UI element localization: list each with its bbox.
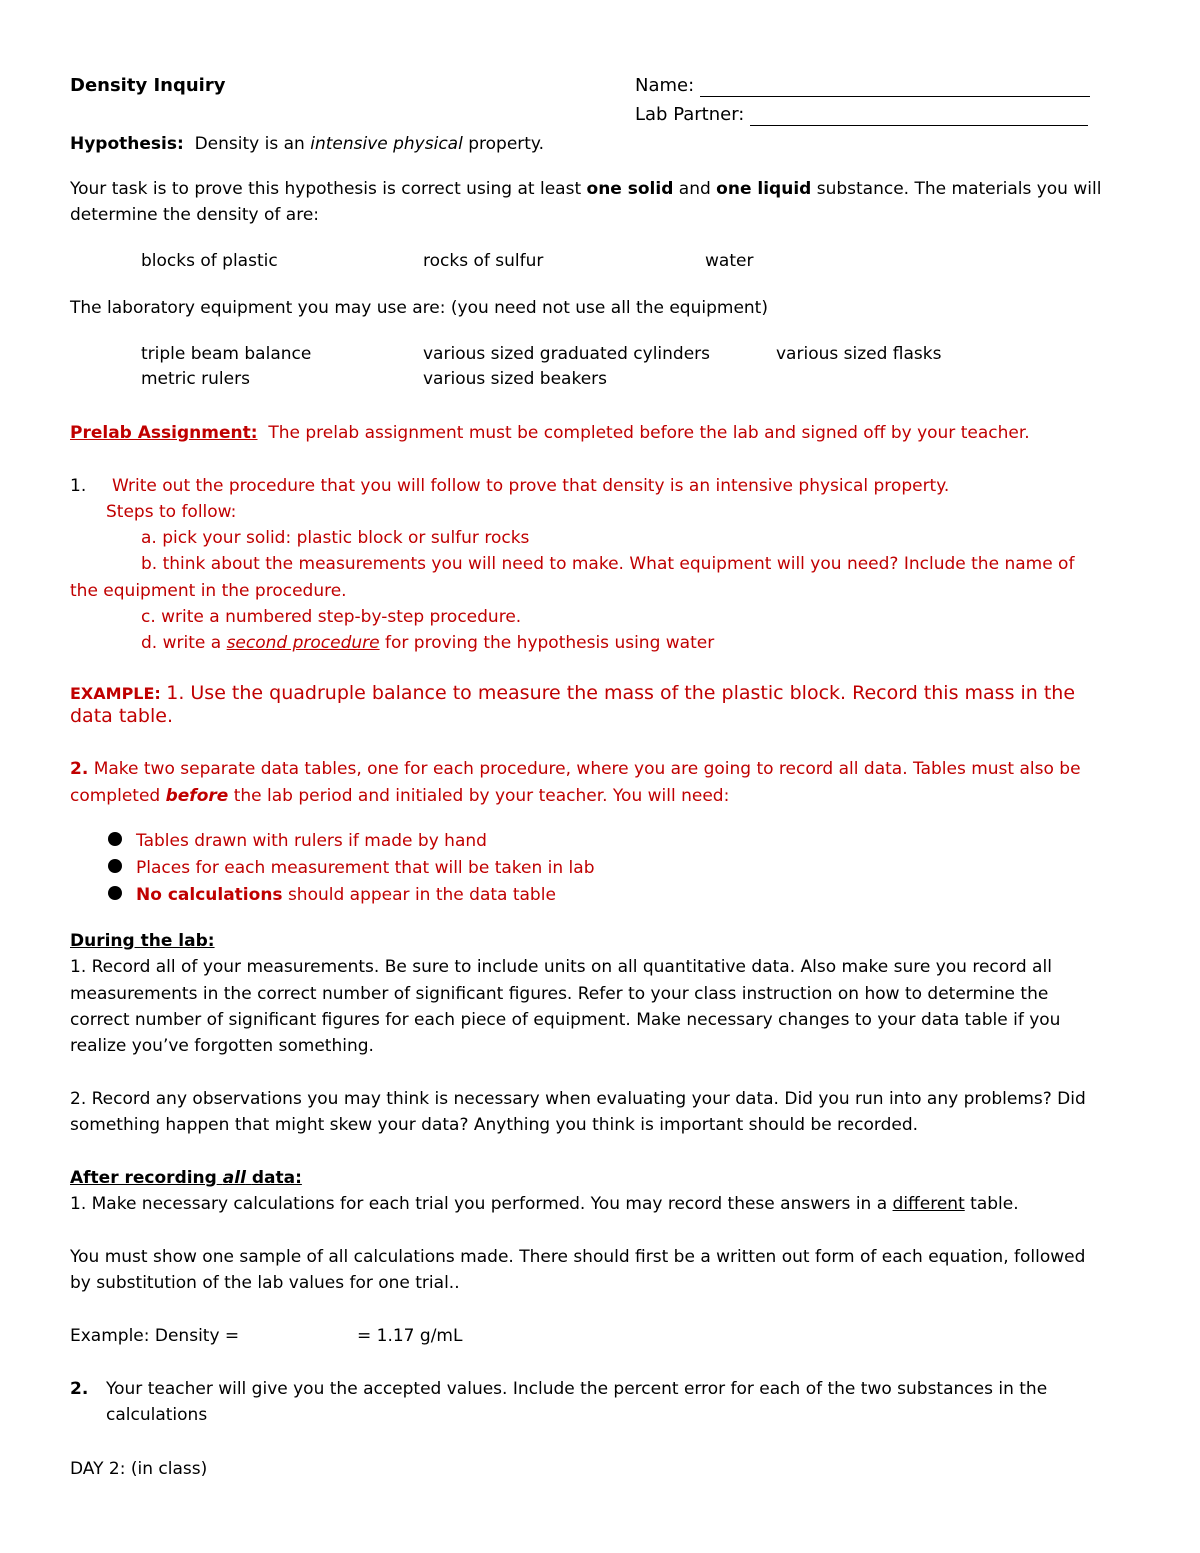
steps-label: Steps to follow: [106, 502, 237, 522]
step1-number: 1. [70, 476, 87, 496]
hypothesis-post: property. [468, 134, 544, 154]
bullet-dot-icon [108, 832, 122, 846]
step-d-emphasis: second procedure [226, 633, 380, 653]
step2-emphasis: before [165, 786, 229, 806]
bullet-item [108, 884, 556, 906]
name-blank-line [700, 78, 1090, 97]
after-p1-pre: 1. Make necessary calculations for each trial you performed. You may record these answers in a [70, 1194, 888, 1214]
equipment-intro: The laboratory equipment you may use are: (you need not use all the equipment) [70, 298, 768, 318]
equipment-item: various sized beakers [423, 369, 607, 389]
example-text-1: 1. Use the quadruple balance to measure the mass of the plastic block. Record this mass in the [166, 682, 1076, 704]
after-p2-line: Your teacher will give you the accepted values. Include the percent error for each of the two substances in the [106, 1379, 1048, 1399]
step-d-post: for proving the hypothesis using water [385, 633, 715, 653]
partner-label: Lab Partner: [635, 104, 745, 125]
equipment-item: various sized graduated cylinders [423, 344, 711, 364]
bullet-text: should appear in the data table [282, 885, 556, 905]
during-p1-line: measurements in the correct number of significant figures. Refer to your class instruction on how to determine the [70, 984, 1049, 1004]
partner-field-row [635, 104, 1088, 126]
example-line-1 [70, 682, 1075, 705]
bullet-item [108, 830, 487, 852]
name-label: Name: [635, 75, 695, 96]
after-heading-emphasis: all [222, 1168, 246, 1188]
step-b: b. think about the measurements you will need to make. What equipment will you need? Include the name of [141, 554, 1075, 574]
prelab-text: The prelab assignment must be completed before the lab and signed off by your teacher. [268, 423, 1030, 443]
after-heading-pre: After recording [70, 1168, 217, 1188]
step-b-continued: the equipment in the procedure. [70, 581, 347, 601]
task-text-2: and [678, 179, 711, 199]
material-item: water [705, 251, 754, 271]
task-line-2: determine the density of are: [70, 205, 320, 225]
prelab-label: Prelab Assignment: [70, 423, 258, 443]
step-d [141, 632, 714, 654]
step-a: a. pick your solid: plastic block or sulfur rocks [141, 528, 530, 548]
example-equation-label: Example: Density = [70, 1326, 240, 1346]
equipment-item: various sized flasks [776, 344, 942, 364]
during-p1-line: correct number of significant figures for each piece of equipment. Make necessary changes to your data table if you [70, 1010, 1061, 1030]
task-text-1: Your task is to prove this hypothesis is correct using at least [70, 179, 582, 199]
after-heading [70, 1167, 302, 1189]
example-equation-result: = 1.17 g/mL [357, 1326, 463, 1346]
after-p2-line: calculations [106, 1405, 208, 1425]
during-p2-line: 2. Record any observations you may think is necessary when evaluating your data. Did you run into any problems? Did [70, 1089, 1086, 1109]
step-d-pre: d. write a [141, 633, 222, 653]
example-line-2: data table. [70, 705, 173, 727]
after-p1 [70, 1193, 1019, 1215]
after-p1-post: table. [970, 1194, 1019, 1214]
sample-line: You must show one sample of all calculations made. There should first be a written out form of each equation, followed [70, 1247, 1086, 1267]
hypothesis-italic: intensive physical [310, 134, 463, 154]
bullet-text: Tables drawn with rulers if made by hand [136, 831, 487, 851]
material-item: blocks of plastic [141, 251, 278, 271]
after-p1-underlined: different [892, 1194, 965, 1214]
name-field-row [635, 75, 1090, 97]
task-bold-solid: one solid [586, 179, 674, 199]
material-item: rocks of sulfur [423, 251, 544, 271]
task-text-3: substance. The materials you will [816, 179, 1102, 199]
day2-line: DAY 2: (in class) [70, 1459, 208, 1479]
hypothesis-pre: Density is an [194, 134, 305, 154]
task-line-1 [70, 178, 1101, 200]
partner-blank-line [750, 107, 1088, 126]
step2-line-2 [70, 785, 729, 807]
after-heading-post: data: [251, 1168, 302, 1188]
task-bold-liquid: one liquid [716, 179, 812, 199]
prelab-line [70, 422, 1030, 444]
document-title: Density Inquiry [70, 75, 226, 96]
equipment-item: triple beam balance [141, 344, 312, 364]
during-heading: During the lab: [70, 931, 215, 951]
during-p2-line: something happen that might skew your data? Anything you think is important should be recorded. [70, 1115, 919, 1135]
step2-line-1: 2. Make two separate data tables, one for each procedure, where you are going to record all data. Tables must also be [70, 759, 1081, 779]
sample-line: by substitution of the lab values for one trial.. [70, 1273, 460, 1293]
step2-text-pre: completed [70, 786, 161, 806]
bullet-bold-text: No calculations [136, 885, 283, 905]
bullet-dot-icon [108, 886, 122, 900]
bullet-item [108, 857, 595, 879]
bullet-text: Places for each measurement that will be taken in lab [136, 858, 595, 878]
step2-text-post: the lab period and initialed by your teacher. You will need: [233, 786, 730, 806]
step-c: c. write a numbered step-by-step procedure. [141, 607, 522, 627]
step1-text: Write out the procedure that you will follow to prove that density is an intensive physical property. [112, 476, 950, 496]
step2-text-1: Make two separate data tables, one for each procedure, where you are going to record all data. Tables must also be [88, 759, 1081, 779]
hypothesis-line [70, 133, 544, 155]
equipment-item: metric rulers [141, 369, 250, 389]
during-p1-line: realize you’ve forgotten something. [70, 1036, 374, 1056]
bullet-dot-icon [108, 859, 122, 873]
example-label: EXAMPLE: [70, 684, 161, 703]
after-p2-number: 2. [70, 1379, 89, 1399]
hypothesis-label: Hypothesis: [70, 134, 184, 154]
during-p1-line: 1. Record all of your measurements. Be sure to include units on all quantitative data. Also make sure you record all [70, 957, 1052, 977]
